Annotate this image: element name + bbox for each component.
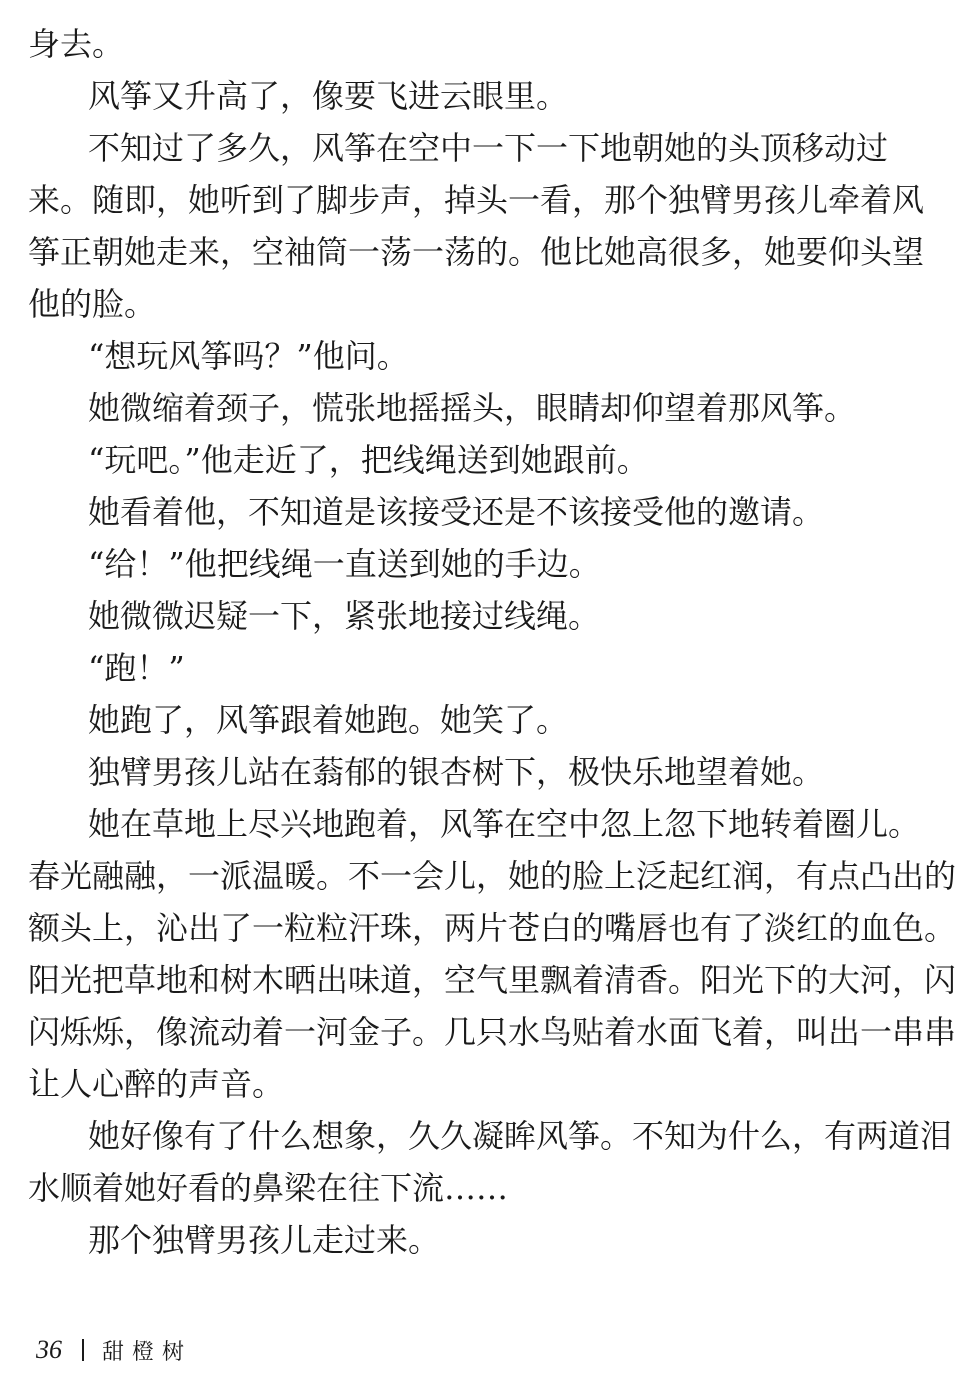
text-line: 那个独臂男孩儿走过来。	[88, 1221, 441, 1259]
text-line: 她好像有了什么想象，久久凝眸风筝。不知为什么，有两道泪	[88, 1117, 953, 1155]
body-text	[28, 18, 956, 1266]
page-number: 36	[36, 1335, 62, 1364]
text-line: 不知过了多久，风筝在空中一下一下地朝她的头顶移动过	[88, 129, 889, 167]
text-line: 春光融融，一派温暖。不一会儿，她的脸上泛起红润，有点凸出的	[28, 857, 956, 895]
text-line: 额头上，沁出了一粒粒汗珠，两片苍白的嘴唇也有了淡红的血色。	[28, 909, 956, 947]
page-footer	[36, 1330, 192, 1370]
footer-separator	[82, 1339, 84, 1361]
text-line: “跑！”	[88, 649, 185, 687]
text-line: 让人心醉的声音。	[28, 1065, 285, 1103]
text-line: 阳光把草地和树木晒出味道，空气里飘着清香。阳光下的大河，闪	[28, 961, 956, 999]
text-line: 她跑了，风筝跟着她跑。她笑了。	[88, 701, 569, 739]
text-line: “想玩风筝吗？”他问。	[88, 337, 409, 375]
text-line: “给！”他把线绳一直送到她的手边。	[88, 545, 601, 583]
text-line: “玩吧。”他走近了，把线绳送到她跟前。	[88, 441, 649, 479]
text-line: 她看着他，不知道是该接受还是不该接受他的邀请。	[88, 493, 825, 531]
book-title: 甜橙树	[102, 1339, 193, 1365]
text-line: 独臂男孩儿站在蓊郁的银杏树下，极快乐地望着她。	[88, 753, 825, 791]
text-line: 水顺着她好看的鼻梁在往下流……	[28, 1169, 509, 1207]
text-line: 闪烁烁，像流动着一河金子。几只水鸟贴着水面飞着，叫出一串串	[28, 1013, 956, 1051]
text-line: 她微缩着颈子，慌张地摇摇头，眼睛却仰望着那风筝。	[88, 389, 857, 427]
text-line: 他的脸。	[28, 285, 157, 323]
text-line: 来。随即，她听到了脚步声，掉头一看，那个独臂男孩儿牵着风	[28, 181, 925, 219]
text-line: 身去。	[28, 25, 125, 63]
text-line: 筝正朝她走来，空袖筒一荡一荡的。他比她高很多，她要仰头望	[28, 233, 925, 271]
text-line: 她在草地上尽兴地跑着，风筝在空中忽上忽下地转着圈儿。	[88, 805, 921, 843]
text-line: 她微微迟疑一下，紧张地接过线绳。	[88, 597, 601, 635]
text-line: 风筝又升高了，像要飞进云眼里。	[88, 77, 569, 115]
